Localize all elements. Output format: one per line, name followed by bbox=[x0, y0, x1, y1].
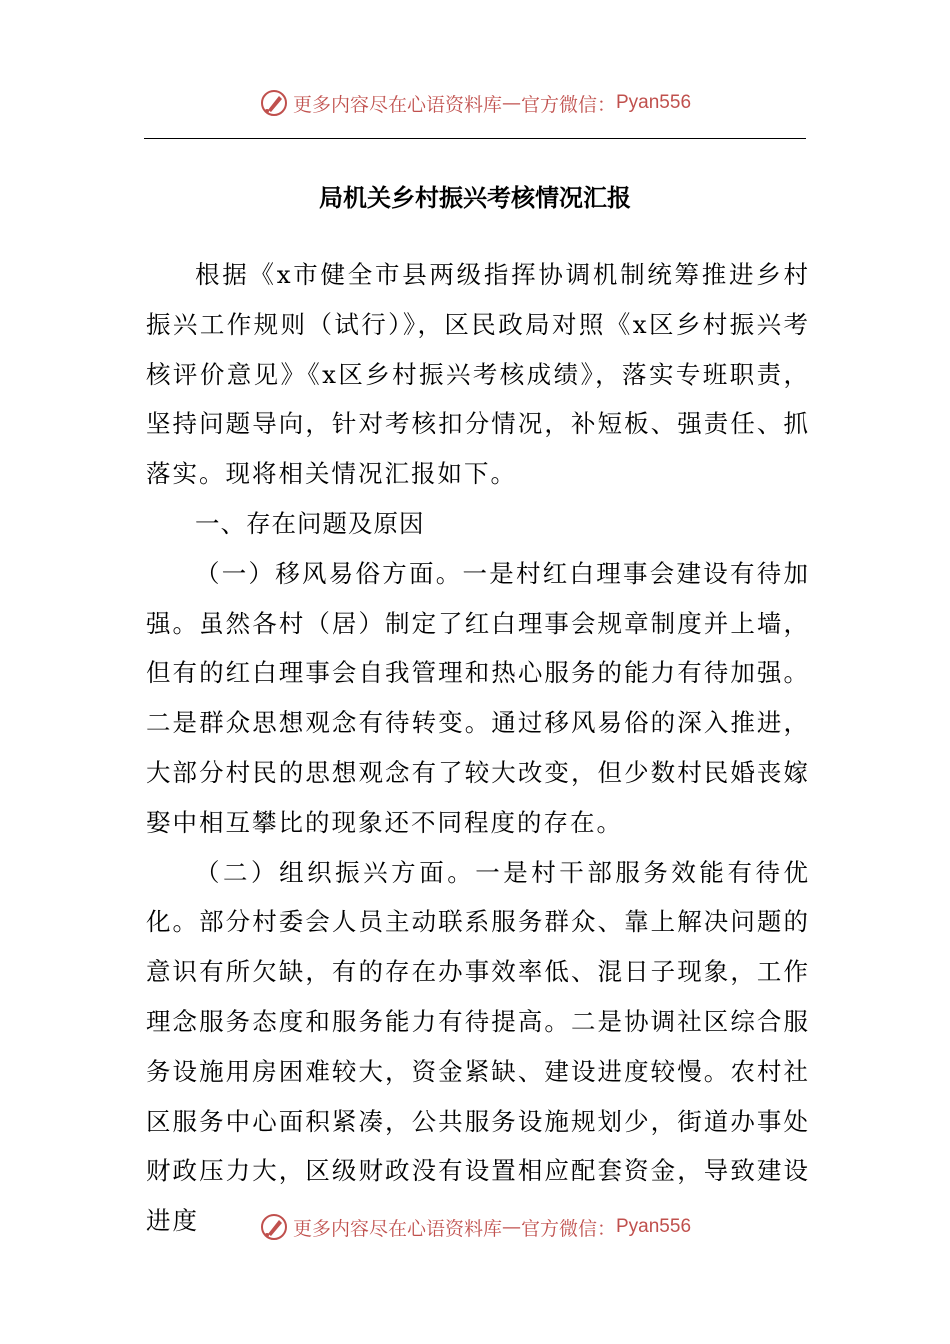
watermark-dash: — bbox=[501, 1216, 521, 1238]
paragraph-organization: （二）组织振兴方面。一是村干部服务效能有待优化。部分村委会人员主动联系服务群众、靠上解决问题的意识有所欠缺，有的存在办事效率低、混日子现象，工作理念服务态度和服务能力有待提高。二是协调社区综合服务设施用房困难较大，资金紧缺、建设进度较慢。农村社区服务中心面积紧凑，公共服务设施规划少，街道办事处财政压力大，区级财政没有设置相应配套资金，导致建设进度 bbox=[146, 857, 810, 1236]
paragraph-customs: （一）移风易俗方面。一是村红白理事会建设有待加强。虽然各村（居）制定了红白理事会规章制度并上墙，但有的红白理事会自我管理和热心服务的能力有待加强。二是群众思想观念有待转变。通过移风易俗的深入推进，大部分村民的思想观念有了较大改变，但少数村民婚丧嫁娶中相互攀比的现象还不同程度的存在。 bbox=[146, 558, 810, 837]
section-heading: 一、存在问题及原因 bbox=[195, 508, 425, 538]
watermark-wx-id: Pyan556 bbox=[616, 92, 692, 113]
watermark-wx-id: Pyan556 bbox=[616, 1216, 692, 1237]
pen-nib-circle-icon bbox=[259, 1212, 289, 1242]
watermark-banner-top bbox=[0, 88, 950, 118]
watermark-dash: — bbox=[501, 92, 521, 114]
pen-nib-circle-icon bbox=[259, 88, 289, 118]
document-body bbox=[146, 250, 810, 1246]
watermark-wx-label: 官方微信： bbox=[520, 93, 616, 116]
paragraph-intro: 根据《x市健全市县两级指挥协调机制统筹推进乡村振兴工作规则（试行）》，区民政局对照《x区乡村振兴考核评价意见》《x区乡村振兴考核成绩》，落实专班职责，坚持问题导向，针对考核扣分情况，补短板、强责任、抓落实。现将相关情况汇报如下。 bbox=[146, 260, 810, 489]
watermark-wx-label: 官方微信： bbox=[520, 1217, 616, 1240]
watermark-text: 更多内容尽在心语资料库 bbox=[292, 93, 502, 116]
watermark-text: 更多内容尽在心语资料库 bbox=[292, 1217, 502, 1240]
document-title: 局机关乡村振兴考核情况汇报 bbox=[319, 184, 631, 212]
header-divider bbox=[144, 138, 806, 139]
watermark-banner-bottom bbox=[0, 1212, 950, 1242]
